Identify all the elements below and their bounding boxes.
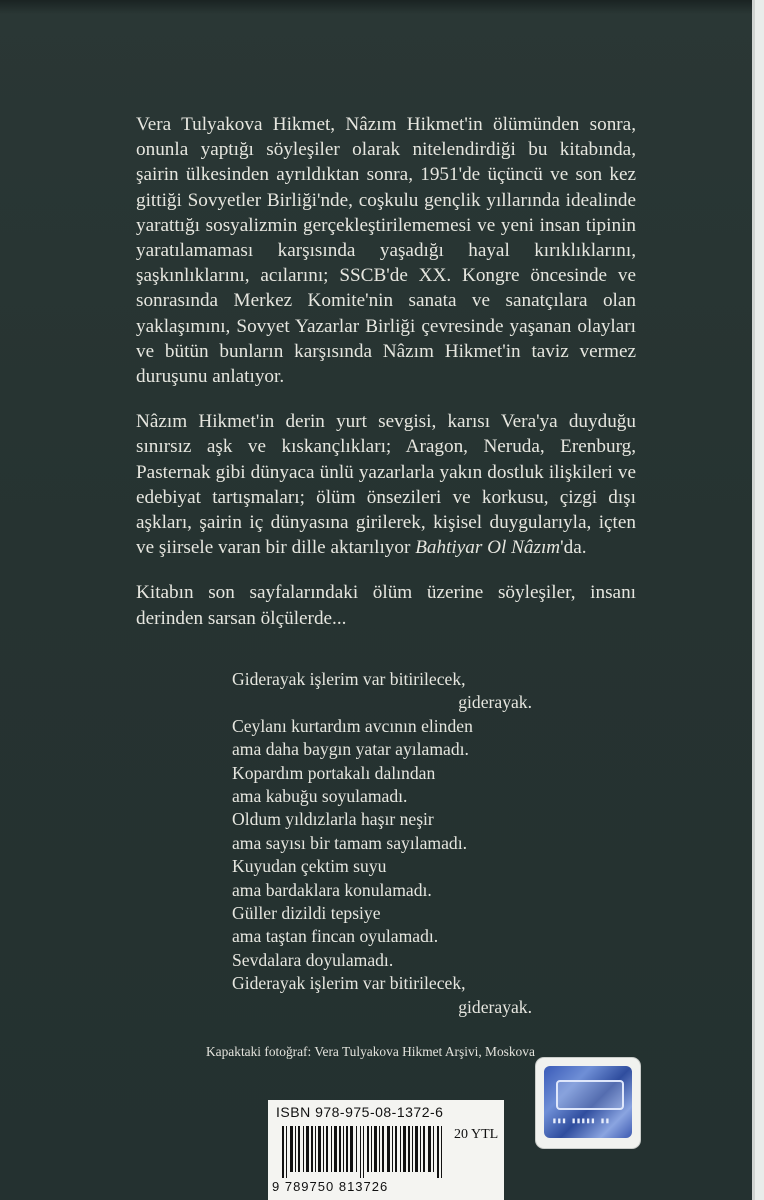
isbn-label xyxy=(268,1100,504,1200)
blurb-paragraph-2-suffix: 'da. xyxy=(560,537,587,559)
barcode-digits: 9 789750 813726 xyxy=(272,1179,389,1194)
photo-credit: Kapaktaki fotoğraf: Vera Tulyakova Hikmet Arşivi, Moskova xyxy=(206,1044,535,1059)
poem-line: ama daha baygın yatar ayılamadı. xyxy=(232,739,469,760)
poem-line: ama bardaklara konulamadı. xyxy=(232,879,432,900)
poem-line: giderayak. xyxy=(458,692,532,713)
poem-line: Ceylanı kurtardım avcının elinden xyxy=(232,715,473,736)
blurb-paragraph-2 xyxy=(136,409,636,560)
poem-line: giderayak. xyxy=(458,996,532,1017)
poem-line: Oldum yıldızlarla haşır neşir xyxy=(232,809,434,830)
poem xyxy=(232,668,532,1019)
poem-line: Kuyudan çektim suyu xyxy=(232,856,387,877)
hologram-icon xyxy=(544,1066,632,1138)
hologram-logo-icon xyxy=(556,1080,624,1110)
poem-line: ama sayısı bir tamam sayılamadı. xyxy=(232,832,468,853)
poem-line: Kopardım portakalı dalından xyxy=(232,762,436,783)
blurb-paragraph-3: Kitabın son sayfalarındaki ölüm üzerine söyleşiler, insanı derinden sarsan ölçülerde... xyxy=(136,582,636,629)
blurb-paragraph-1: Vera Tulyakova Hikmet, Nâzım Hikmet'in ölümünden sonra, onunla yaptığı söyleşiler olarak nitelendirdiği bu kitabında, şairin ülkesinden ayrıldıktan sonra, 1951'de üçüncü ve son kez gittiği Sovyetler Birliği'nde, coşkulu gençlik yıllarında idealinde yarattığı sosyalizmin gerçekleştirilememesi ve yeni insan tipinin yaratılamaması karşısında yaşadığı hayal kırıklıklarını, şaşkınlıklarını, acılarını; SSCB'de XX. Kongre öncesinde ve sonrasında Merkez Komite'nin sanata ve sanatçılara olan yaklaşımını, Sovyet Yazarlar Birliği çevresinde yaşanan olayları ve bütün bunların karşısında Nâzım Hikmet'in taviz vermez duruşunu anlatıyor. xyxy=(136,114,636,388)
book-title: Bahtiyar Ol Nâzım xyxy=(415,537,561,559)
blurb-text xyxy=(136,112,636,651)
poem-line: Giderayak işlerim var bitirilecek, xyxy=(232,973,466,994)
barcode-icon xyxy=(282,1126,446,1178)
poem-line: ama taştan fincan oyulamadı. xyxy=(232,926,439,947)
poem-line: Güller dizildi tepsiye xyxy=(232,903,381,924)
hologram-serial-icon: ▮▮▮ ▮▮▮▮▮ ▮▮ xyxy=(552,1117,610,1126)
price: 20 YTL xyxy=(454,1127,499,1142)
poem-line: Giderayak işlerim var bitirilecek, xyxy=(232,669,466,689)
isbn-number: ISBN 978-975-08-1372-6 xyxy=(276,1104,444,1120)
poem-line: Sevdalara doyulamadı. xyxy=(232,949,394,970)
hologram-sticker xyxy=(536,1058,640,1148)
blurb-paragraph-2-text: Nâzım Hikmet'in derin yurt sevgisi, karısı Vera'ya duyduğu sınırsız aşk ve kıskançlıkları; Aragon, Neruda, Erenburg, Pasternak gibi dünyaca ünlü yazarlarla yakın dostluk ilişkileri ve edebiyat tartışmaları; ölüm önsezileri ve korkusu, çizgi dışı aşkları, şairin iç dünyasına girilerek, kişisel duygularıyla, içten ve şiirsele varan bir dille aktarılıyor xyxy=(136,411,636,559)
poem-line: ama kabuğu soyulamadı. xyxy=(232,786,408,807)
